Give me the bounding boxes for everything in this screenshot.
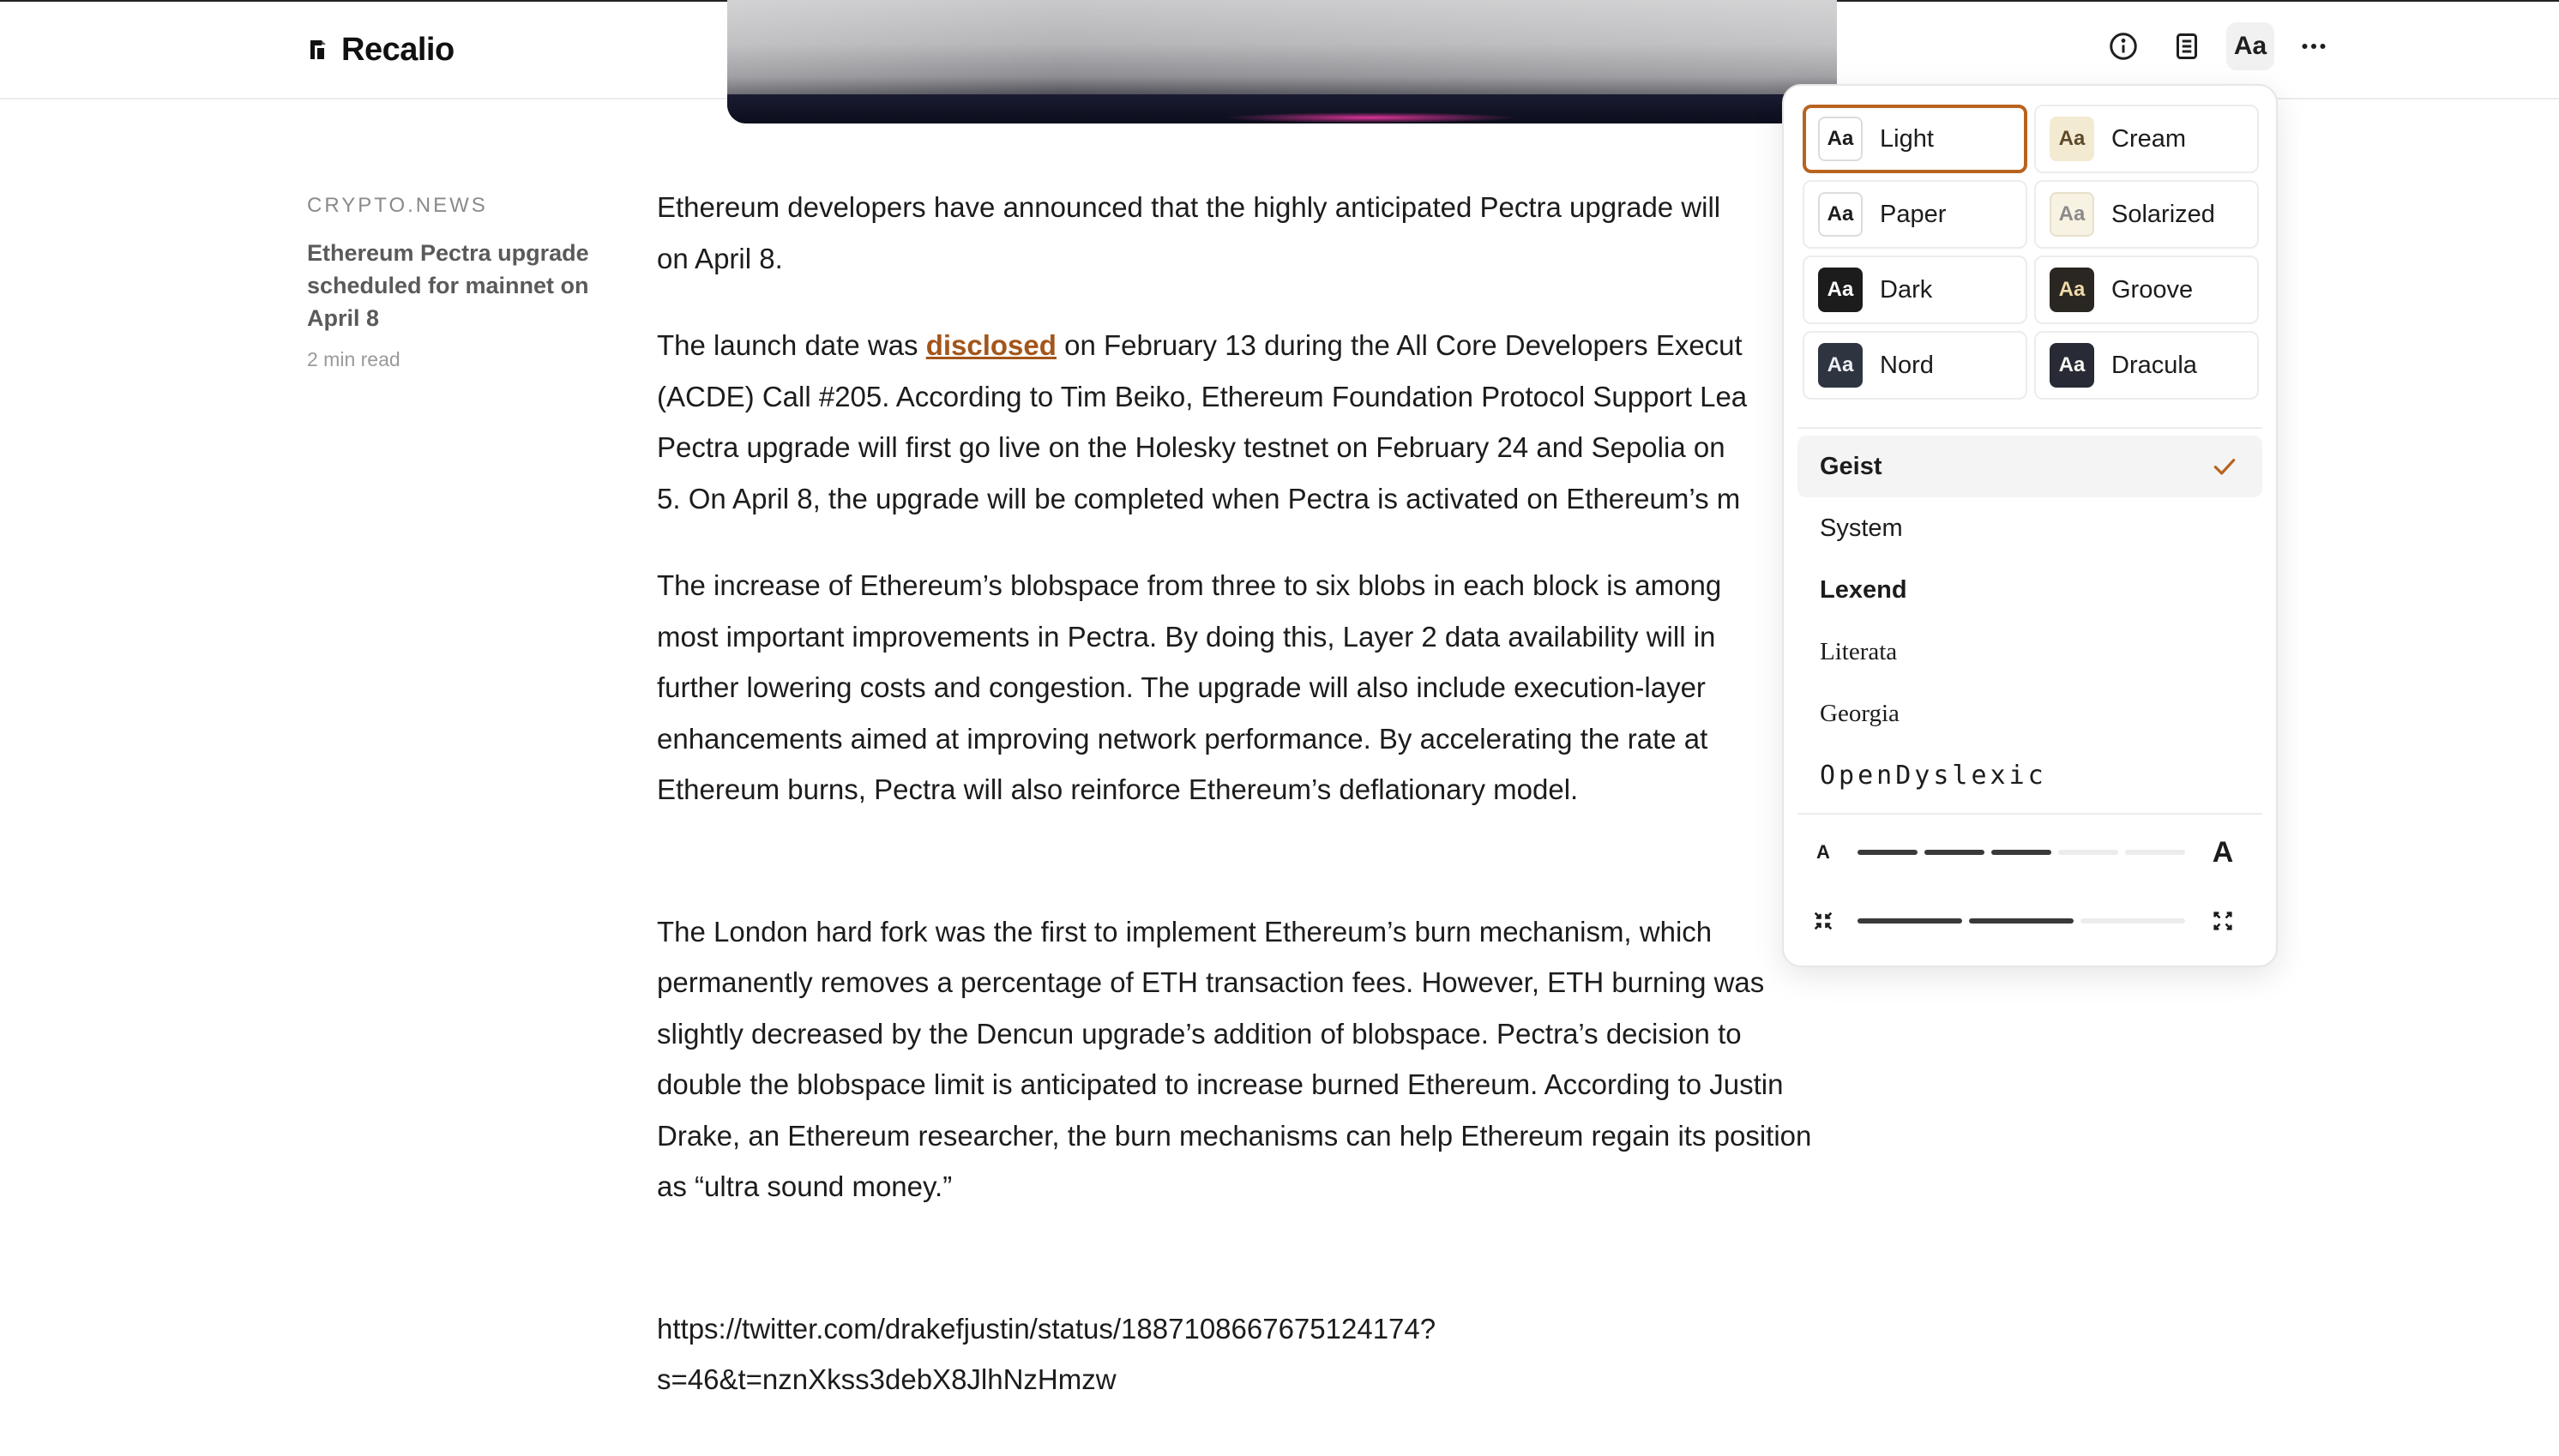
text-line: on April 8. [657,242,783,274]
slider-segment[interactable] [1924,850,1984,855]
font-option-geist[interactable] [1797,436,2262,497]
text-line: Ethereum developers have announced that the highly anticipated Pectra upgrade will [657,191,1721,223]
font-option-lexend[interactable] [1797,559,2262,621]
text-line: The increase of Ethereum’s blobspace from three to six blobs in each block is among [657,569,1722,601]
theme-label: Groove [2111,275,2194,304]
theme-label: Solarized [2111,200,2215,228]
typography-button[interactable]: Aa [2226,22,2274,70]
theme-option-nord[interactable] [1803,331,2027,400]
theme-option-solarized[interactable] [2034,180,2259,249]
theme-label: Cream [2111,124,2187,153]
typography-popover [1782,84,2278,967]
hero-image [727,0,1837,123]
wider-button[interactable] [2204,902,2242,940]
text-line: most important improvements in Pectra. By doing this, Layer 2 data availability will in [657,620,1716,653]
notes-button[interactable] [2163,22,2211,70]
document-icon [2171,31,2202,62]
text-span: The launch date was [657,329,926,361]
font-size-track[interactable] [1858,850,2185,855]
theme-option-light[interactable] [1803,105,2027,173]
content-width-slider[interactable] [1804,897,2259,945]
font-small-label: A [1816,841,1830,863]
font-size-slider[interactable] [1804,828,2259,876]
theme-swatch: Aa [2050,117,2094,161]
text-line: Drake, an Ethereum researcher, the burn mechanisms can help Ethereum regain its position [657,1119,1812,1152]
font-larger-button[interactable] [2204,833,2242,871]
text-line: The London hard fork was the first to implement Ethereum’s burn mechanism, which [657,915,1713,948]
paragraph-2 [657,320,1875,524]
theme-label: Nord [1880,351,1934,379]
slider-segment[interactable] [1991,850,2051,855]
slider-segment[interactable] [2058,850,2118,855]
theme-label: Dracula [2111,351,2197,379]
text-line: (ACDE) Call #205. According to Tim Beiko, Ethereum Foundation Protocol Support Lea [657,380,1748,412]
article-source: CRYPTO.NEWS [307,194,488,217]
font-option-label: Georgia [1820,699,1900,727]
text-line: enhancements aimed at improving network performance. By accelerating the rate at [657,722,1708,755]
article-meta [307,194,590,371]
paragraph-gap [657,851,1875,906]
text-line: double the blobspace limit is anticipated to increase burned Ethereum. According to Justin [657,1068,1784,1100]
text-line: Pectra upgrade will first go live on the Holesky testnet on February 24 and Sepolia on [657,431,1725,463]
paragraph-1 [657,182,1875,284]
popover-divider [1797,427,2262,429]
slider-segment[interactable] [1858,918,1962,924]
theme-option-dark[interactable] [1803,256,2027,324]
checkmark-icon [2211,453,2238,480]
theme-swatch: Aa [2050,192,2094,237]
font-option-literata[interactable] [1797,621,2262,683]
tweet-url-line[interactable]: https://twitter.com/drakefjustin/status/1887108667675124174? [657,1312,1436,1345]
more-button[interactable] [2290,22,2338,70]
text-span: on February 13 during the All Core Developers Execut [1056,329,1743,361]
paragraph-5 [657,1303,1875,1405]
text-line: further lowering costs and congestion. The upgrade will also include execution-layer [657,671,1706,703]
font-option-opendyslexic[interactable] [1797,744,2262,806]
font-option-label: System [1820,514,1903,542]
article-meta-title[interactable]: Ethereum Pectra upgrade scheduled for mainnet on April 8 [307,240,589,331]
recalio-logo-icon [305,38,329,62]
font-option-label: OpenDyslexic [1820,760,2047,791]
font-option-label: Geist [1820,452,1882,480]
theme-option-paper[interactable] [1803,180,2027,249]
theme-swatch: Aa [2050,343,2094,388]
text-line: slightly decreased by the Dencun upgrade’s addition of blobspace. Pectra’s decision to [657,1017,1742,1050]
text-line: 5. On April 8, the upgrade will be completed when Pectra is activated on Ethereum’s m [657,482,1741,514]
header-actions [2099,22,2338,70]
font-list [1797,436,2262,806]
font-large-label: A [2212,835,2234,869]
app-logo[interactable] [305,27,455,72]
theme-label: Dark [1880,275,1933,304]
theme-swatch: Aa [1818,268,1863,312]
expand-icon [2211,909,2235,933]
theme-grid [1803,105,2257,400]
font-option-label: Literata [1820,637,1898,665]
text-line: as “ultra sound money.” [657,1170,953,1202]
font-option-label: Lexend [1820,575,1907,604]
theme-swatch: Aa [1818,192,1863,237]
font-smaller-button[interactable] [1804,833,1842,871]
info-icon [2108,31,2139,62]
theme-option-cream[interactable] [2034,105,2259,173]
slider-segment[interactable] [1858,850,1918,855]
font-option-georgia[interactable] [1797,683,2262,744]
read-time: 2 min read [307,348,400,370]
narrower-button[interactable] [1804,902,1842,940]
theme-option-dracula[interactable] [2034,331,2259,400]
content-width-track[interactable] [1858,918,2185,924]
paragraph-gap [657,1248,1875,1303]
text-line: permanently removes a percentage of ETH transaction fees. However, ETH burning was [657,966,1765,998]
collapse-icon [1811,909,1835,933]
article-body [657,182,1875,1441]
theme-option-groove[interactable] [2034,256,2259,324]
info-button[interactable] [2099,22,2147,70]
paragraph-4 [657,906,1875,1212]
theme-label: Light [1880,124,1934,153]
paragraph-3 [657,560,1875,815]
popover-divider [1797,813,2262,815]
app-name: Recalio [341,31,455,68]
disclosed-link[interactable]: disclosed [925,329,1057,361]
theme-swatch: Aa [1818,343,1863,388]
slider-segment[interactable] [1969,918,2074,924]
text-line: Ethereum burns, Pectra will also reinforce Ethereum’s deflationary model. [657,773,1579,805]
theme-swatch: Aa [2050,268,2094,312]
theme-swatch: Aa [1818,117,1863,161]
more-horizontal-icon [2298,31,2329,62]
theme-label: Paper [1880,200,1947,228]
slider-segment[interactable] [2080,918,2185,924]
slider-segment[interactable] [2125,850,2185,855]
font-option-system[interactable] [1797,497,2262,559]
tweet-url-line[interactable]: s=46&t=nznXkss3debX8JlhNzHmzw [657,1363,1117,1395]
